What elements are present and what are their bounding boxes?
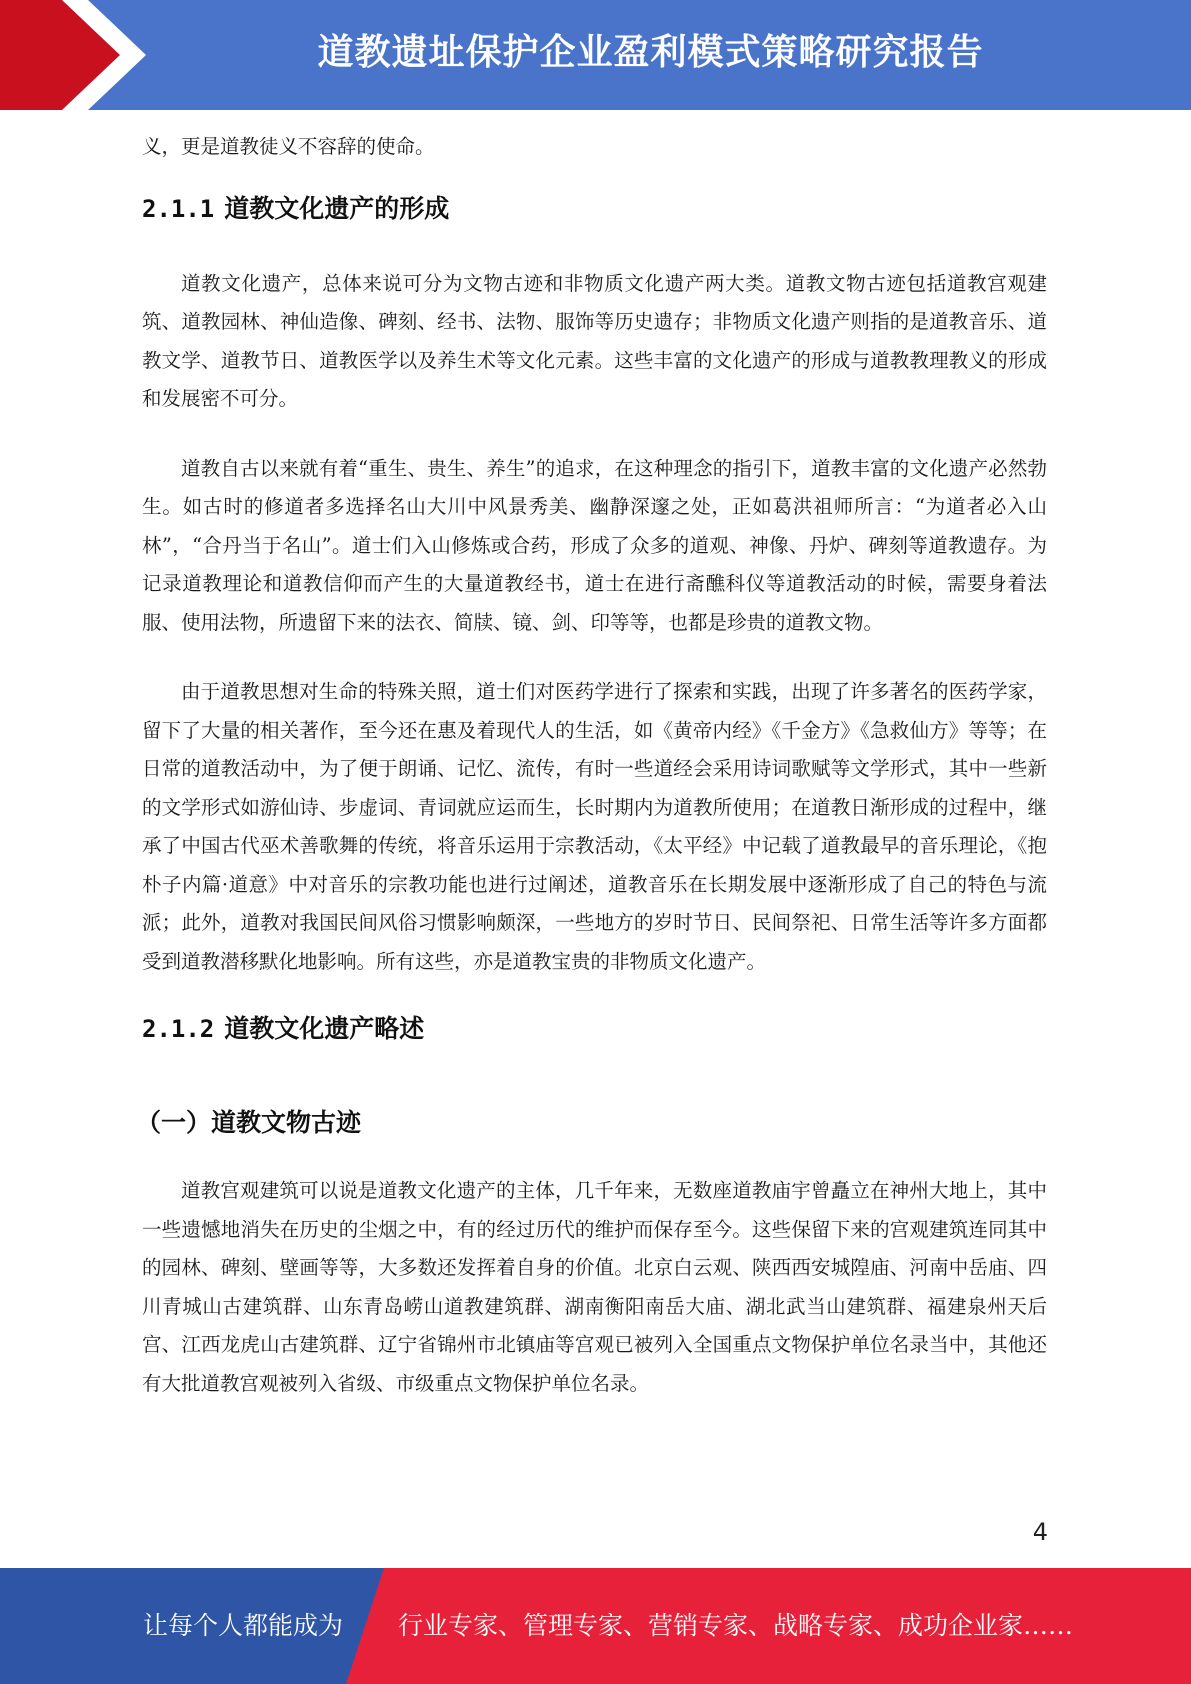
section-number: 2.1.2 <box>142 1015 215 1043</box>
section-heading-2-1-1 <box>142 191 1047 227</box>
page-footer <box>0 1568 1191 1684</box>
footer-slogan-left: 让每个人都能成为 <box>143 1611 344 1640</box>
section-number: 2.1.1 <box>142 194 215 223</box>
header-title: 道教遗址保护企业盈利模式策略研究报告 <box>317 32 984 73</box>
page-number: 4 <box>1032 1518 1048 1546</box>
body-paragraph: 道教宫观建筑可以说是道教文化遗产的主体，几千年来，无数座道教庙宇曾矗立在神州大地上，其中一些遗憾地消失在历史的尘烟之中，有的经过历代的维护而保存至今。这些保留下来的宫观建筑连同其中的园林、碑刻、壁画等等，大多数还发挥着自身的价值。北京白云观、陕西西安城隍庙、河南中岳庙、四川青城山古建筑群、山东青岛崂山道教建筑群、湖南衡阳南岳大庙、湖北武当山建筑群、福建泉州天后宫、江西龙虎山古建筑群、辽宁省锦州市北镇庙等宫观已被列入全国重点文物保护单位名录当中，其他还有大批道教宫观被列入省级、市级重点文物保护单位名录。 <box>142 1179 1047 1395</box>
section-title: 道教文化遗产的形成 <box>224 193 450 223</box>
intro-paragraph: 义，更是道教徒义不容辞的使命。 <box>142 135 435 158</box>
section-heading-2-1-2 <box>142 1011 1047 1047</box>
body-paragraph: 由于道教思想对生命的特殊关照，道士们对医药学进行了探索和实践，出现了许多著名的医药学家，留下了大量的相关著作，至今还在惠及着现代人的生活，如《黄帝内经》《千金方》《急救仙方》等等；在日常的道教活动中，为了便于朗诵、记忆、流传，有时一些道经会采用诗词歌赋等文学形式，其中一些新的文学形式如游仙诗、步虚词、青词就应运而生，长时期内为道教所使用；在道教日渐形成的过程中，继承了中国古代巫术善歌舞的传统，将音乐运用于宗教活动，《太平经》中记载了道教最早的音乐理论，《抱朴子内篇·道意》中对音乐的宗教功能也进行过阐述，道教音乐在长期发展中逐渐形成了自己的特色与流派；此外，道教对我国民间风俗习惯影响颇深，一些地方的岁时节日、民间祭祀、日常生活等许多方面都受到道教潜移默化地影响。所有这些，亦是道教宝贵的非物质文化遗产。 <box>142 680 1047 973</box>
section-title: 道教文化遗产略述 <box>224 1014 425 1043</box>
page-header <box>0 0 1191 110</box>
footer-slogan-right: 行业专家、管理专家、营销专家、战略专家、成功企业家…… <box>398 1611 1074 1640</box>
body-paragraph: 道教自古以来就有着“重生、贵生、养生”的追求，在这种理念的指引下，道教丰富的文化遗产必然勃生。如古时的修道者多选择名山大川中风景秀美、幽静深邃之处，正如葛洪祖师所言：“为道者必入山林”，“合丹当于名山”。道士们入山修炼或合药，形成了众多的道观、神像、丹炉、碑刻等道教遗存。为记录道教理论和道教信仰而产生的大量道教经书，道士在进行斋醮科仪等道教活动的时候，需要身着法服、使用法物，所遗留下来的法衣、简牍、镜、剑、印等等，也都是珍贵的道教文物。 <box>142 456 1047 634</box>
body-paragraph: 道教文化遗产，总体来说可分为文物古迹和非物质文化遗产两大类。道教文物古迹包括道教宫观建筑、道教园林、神仙造像、碑刻、经书、法物、服饰等历史遗存；非物质文化遗产则指的是道教音乐、道教文学、道教节日、道教医学以及养生术等文化元素。这些丰富的文化遗产的形成与道教教理教义的形成和发展密不可分。 <box>142 271 1047 410</box>
subsection-heading: （一）道教文物古迹 <box>136 1108 362 1137</box>
document-body <box>136 128 1047 1403</box>
